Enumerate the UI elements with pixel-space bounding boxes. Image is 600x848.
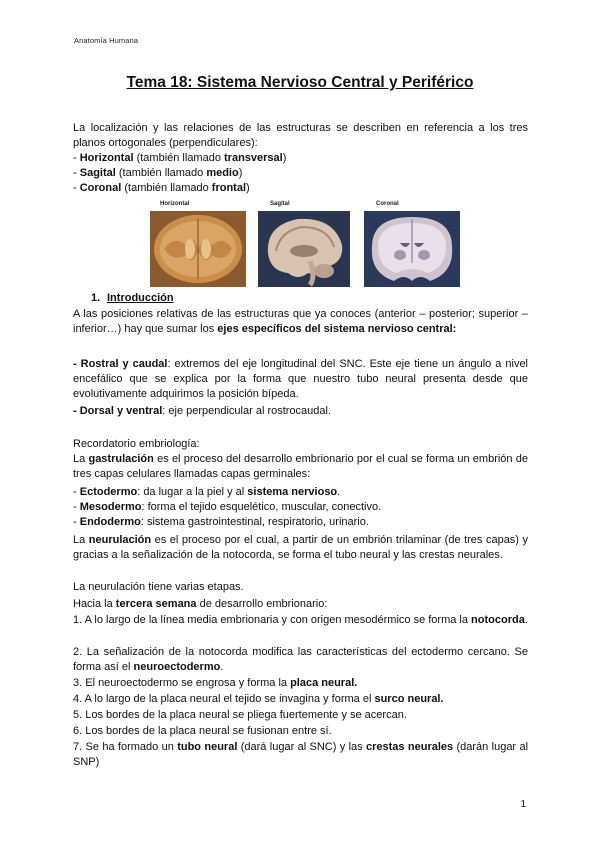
gastrulation-paragraph: La gastrulación es el proceso del desarrollo embrionario por el cual se forma un embrión de tres capas celulares llamadas capas germinales: bbox=[73, 453, 529, 480]
planes-list bbox=[73, 151, 528, 196]
brain-sagittal-section-icon bbox=[258, 211, 350, 287]
layer-ectodermo: - Ectodermo: da lugar a la piel y al sistema nervioso. bbox=[73, 486, 341, 498]
neurulation-stages: La neurulación tiene varias etapas. bbox=[73, 581, 244, 593]
step-3: 3. El neuroectodermo se engrosa y forma la placa neural. bbox=[73, 677, 358, 689]
figure-label-sagital: Sagital bbox=[270, 201, 290, 207]
layer-endodermo: - Endodermo: sistema gastrointestinal, respiratorio, urinario. bbox=[73, 516, 369, 528]
axes-paragraph: A las posiciones relativas de las estructuras que ya conoces (anterior – posterior; superior –inferior…) hay que sumar los ejes específicos del sistema nervioso central: bbox=[73, 308, 528, 335]
embryology-intro: Recordatorio embriología: bbox=[73, 438, 200, 450]
section-title: Introducción bbox=[107, 292, 174, 304]
germ-layers-list bbox=[73, 485, 528, 530]
section-number: 1. bbox=[91, 292, 101, 304]
brain-coronal-section-icon bbox=[364, 211, 460, 287]
dorsal-ventral-item: - Dorsal y ventral: eje perpendicular al rostrocaudal. bbox=[73, 405, 332, 417]
step-6: 6. Los bordes de la placa neural se fusionan entre sí. bbox=[73, 725, 332, 737]
brain-planes-figure bbox=[150, 201, 460, 289]
plane-horizontal: - Horizontal (también llamado transversal) bbox=[73, 152, 287, 164]
figure-label-horizontal: Horizontal bbox=[160, 201, 190, 207]
step-4: 4. A lo largo de la placa neural el tejido se invagina y forma el surco neural. bbox=[73, 693, 444, 705]
page-title: Tema 18: Sistema Nervioso Central y Periférico bbox=[126, 74, 474, 91]
plane-sagital: - Sagital (también llamado medio) bbox=[73, 167, 243, 179]
rostral-caudal-item: - Rostral y caudal: extremos del eje longitudinal del SNC. Este eje tiene un ángulo a nivel encefálico que se explica por la forma que nuestro tubo neural presenta desde que evolutivamente adquirimos la posición bípeda. bbox=[73, 358, 528, 400]
step-7: 7. Se ha formado un tubo neural (dará lugar al SNC) y las crestas neurales (darán lugar al SNP) bbox=[73, 741, 529, 768]
running-header: Anatomía Humana bbox=[74, 36, 139, 45]
figure-label-coronal: Coronal bbox=[376, 201, 399, 207]
third-week: Hacia la tercera semana de desarrollo embrionario: bbox=[73, 598, 328, 610]
step-2: 2. La señalización de la notocorda modifica las características del ectodermo cercano. Se forma así el neuroectodermo. bbox=[73, 646, 528, 673]
step-1: 1. A lo largo de la línea media embrionaria y con origen mesodérmico se forma la notocorda. bbox=[73, 614, 528, 626]
neurulation-paragraph: La neurulación es el proceso por el cual, a partir de un embrión trilaminar (de tres capas) y gracias a la señalización de la notocorda, se forma el tubo neural y las crestas neurales. bbox=[73, 534, 529, 561]
brain-horizontal-section-icon bbox=[150, 211, 246, 287]
intro-paragraph: La localización y las relaciones de las estructuras se describen en referencia a los tres planos ortogonales (perpendiculares): bbox=[73, 122, 528, 149]
section-heading bbox=[91, 292, 174, 304]
step-5: 5. Los bordes de la placa neural se pliega fuertemente y se acercan. bbox=[73, 709, 407, 721]
page-number: 1 bbox=[520, 799, 526, 810]
plane-coronal: - Coronal (también llamado frontal) bbox=[73, 182, 250, 194]
layer-mesodermo: - Mesodermo: forma el tejido esquelético, muscular, conectivo. bbox=[73, 501, 382, 513]
